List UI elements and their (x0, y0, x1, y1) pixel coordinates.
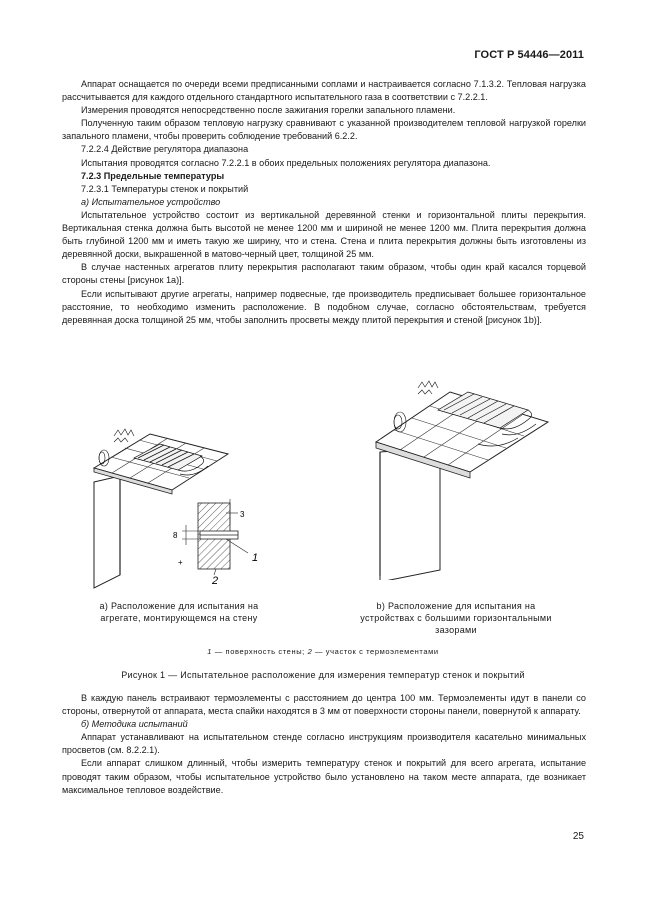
subsection-heading: 7.2.3.1 Температуры стенок и покрытий (81, 183, 249, 194)
item-heading: а) Испытательное устройство (81, 196, 221, 207)
paragraph: В каждую панель встраивают термоэлементы с расстоянием до центра 100 мм. Термоэлементы идут в панели со стороны, отвернутой от аппарата, места спайки находятся в 3 мм от поверхности стороны панели, повернутой к аппарату. (62, 693, 586, 717)
dimension-label-8: 8 (173, 531, 178, 540)
figure-legend (0, 647, 646, 656)
callout-1: 1 (252, 552, 259, 564)
figure-title: Рисунок 1 — Испытательное расположение для измерения температур стенок и покрытий (121, 670, 525, 680)
paragraph: В случае настенных агрегатов плиту перекрытия располагают таким образом, чтобы один край касался торцевой стороны стены [рисунок 1а)]. (62, 262, 586, 286)
body-text-top (62, 78, 586, 327)
legend-text-2: — участок с термоэлементами (312, 647, 439, 656)
legend-number-1: 1 (207, 647, 213, 656)
callout-2: 2 (212, 575, 219, 585)
paragraph: Если испытывают другие агрегаты, например подвесные, где производитель предписывает большее горизонтальное расстояние, то необходимо изменить расположение. В подобном случае, согласно обстоятельствам, требуется деревянная доска толщиной 25 мм, чтобы заполнить просветы между плитой перекрытия и стеной [рисунок 1b)]. (62, 288, 586, 325)
plus-sign: + (178, 558, 183, 567)
paragraph: Испытания проводятся согласно 7.2.2.1 в обоих предельных положениях регулятора диапазона. (81, 157, 491, 168)
figure-caption-a: а) Расположение для испытания на агрегате, монтирующемся на стену (99, 601, 259, 623)
paragraph: Аппарат оснащается по очереди всеми предписанными соплами и настраивается согласно 7.1.3.2. Тепловая нагрузка рассчитывается для каждого отдельного стандартного испытательного газа в соответствии с 7.2.2.1. (62, 79, 586, 103)
paragraph: Измерения проводятся непосредственно после зажигания горелки запального пламени. (81, 105, 456, 116)
section-heading: 7.2.3 Предельные температуры (81, 170, 225, 181)
paragraph: 7.2.2.4 Действие регулятора диапазона (81, 144, 249, 155)
legend-text-1: — поверхность стены; (212, 647, 308, 656)
paragraph: Испытательное устройство состоит из вертикальной деревянной стенки и горизонтальной плиты перекрытия. Вертикальная стенка должна быть высотой не менее 1200 мм и шириной не менее 1200 мм. Плита перекрытия должна быть глубиной 1200 мм и иметь такую же ширину, что и стена. Стена и плита перекрытия должны быть изготовлены из деревянной доски, выкрашенной в матово-черный цвет, толщиной 25 мм. (62, 209, 586, 260)
figure-caption-b: b) Расположение для испытания на устройствах с большими горизонтальными зазорами (360, 601, 552, 635)
paragraph: Аппарат устанавливают на испытательном стенде согласно инструкциям производителя касательно минимальных просветов (см. 8.2.2.1). (62, 732, 586, 756)
figure-b-drawing (360, 370, 560, 580)
dimension-label-3: 3 (240, 510, 245, 519)
body-text-bottom (62, 692, 586, 797)
paragraph: Если аппарат слишком длинный, чтобы измерить температуру стенок и покрытий для всего агрегата, испытание проводят таким образом, чтобы испытательное устройство было установлено на таком месте аппарата, где возникает максимальное тепловое воздействие. (62, 758, 586, 795)
page-number: 25 (572, 831, 584, 842)
figure-a-detail (160, 495, 280, 585)
legend-number-2: 2 (307, 647, 313, 656)
paragraph: Полученную таким образом тепловую нагрузку сравнивают с указанной производителем тепловой нагрузкой горелки запального пламени, чтобы проверить соблюдение требований 6.2.2. (62, 118, 586, 142)
document-header: ГОСТ Р 54446—2011 (474, 49, 584, 61)
item-heading: б) Методика испытаний (81, 719, 188, 730)
